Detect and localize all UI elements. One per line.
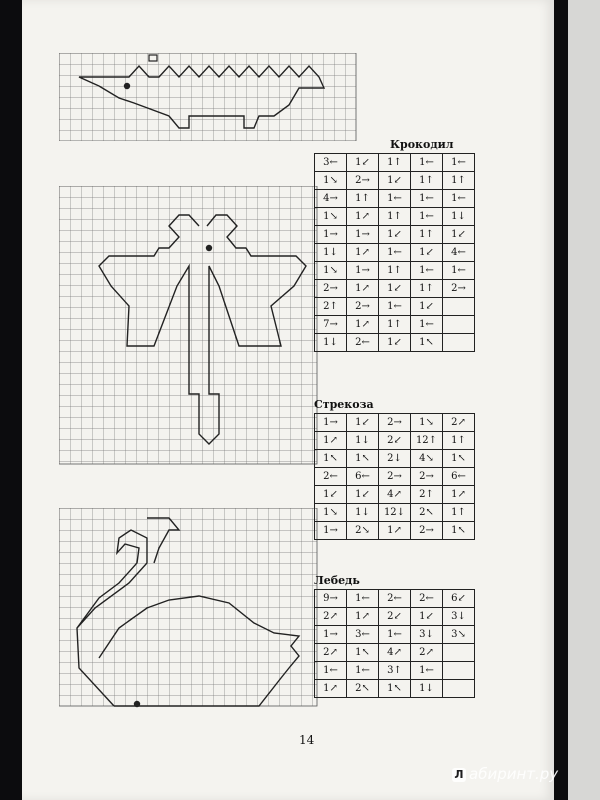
table-cell: 1← [411,316,443,334]
table-cell: 2↙ [379,432,411,450]
table-cell: 1↘ [315,208,347,226]
table-cell: 1→ [315,226,347,244]
table-cell: 2→ [347,298,379,316]
table-row [315,280,475,298]
table-cell: 1← [379,244,411,262]
table-cell: 2→ [411,522,443,540]
table-cell: 2← [379,590,411,608]
table-row [315,626,475,644]
site-watermark [452,765,558,783]
table-cell: 1↗ [347,608,379,626]
table-cell: 1← [379,298,411,316]
table-cell: 3↓ [443,608,475,626]
swan-start-dot [134,701,140,707]
table-cell: 2→ [443,280,475,298]
table-row [315,680,475,698]
table-cell: 6↙ [443,590,475,608]
table-row [315,334,475,352]
table-cell: 1↑ [411,172,443,190]
table-cell: 1← [411,262,443,280]
swan-table [314,589,475,698]
table-cell: 1↙ [411,298,443,316]
table-row [315,154,475,172]
table-cell: 4↗ [379,486,411,504]
table-row [315,432,475,450]
table-cell: 12↓ [379,504,411,522]
table-row [315,172,475,190]
table-cell: 1↙ [379,280,411,298]
table-cell: 9→ [315,590,347,608]
table-cell: 1↙ [347,486,379,504]
table-cell: 2↗ [315,644,347,662]
crocodile-title: Крокодил [390,138,454,151]
table-cell: 2↓ [379,450,411,468]
table-row [315,316,475,334]
table-cell: 2↙ [379,608,411,626]
table-cell [443,662,475,680]
table-cell [443,680,475,698]
table-cell: 2↑ [411,486,443,504]
workbook-page [22,0,554,800]
table-cell: 1↓ [315,334,347,352]
table-cell: 4↘ [411,450,443,468]
table-cell: 2↑ [315,298,347,316]
table-cell: 1← [347,590,379,608]
table-cell: 1← [347,662,379,680]
crocodile-drawing [59,53,359,141]
table-cell: 2↖ [347,680,379,698]
table-cell: 2← [347,334,379,352]
table-row [315,208,475,226]
table-cell: 1→ [315,626,347,644]
table-cell: 2↗ [443,414,475,432]
table-cell: 6← [347,468,379,486]
table-cell: 1→ [347,226,379,244]
table-cell: 1↙ [379,334,411,352]
table-row [315,190,475,208]
dragonfly-title: Стрекоза [314,398,374,411]
table-cell: 1→ [315,522,347,540]
table-row [315,608,475,626]
table-row [315,662,475,680]
table-cell: 1↘ [315,262,347,280]
table-cell: 2↗ [315,608,347,626]
table-cell: 1↑ [411,280,443,298]
table-cell: 1↓ [347,432,379,450]
table-row [315,644,475,662]
table-cell: 1↗ [347,208,379,226]
table-cell: 12↑ [411,432,443,450]
table-cell: 1↙ [443,226,475,244]
table-cell: 1↓ [347,504,379,522]
table-row [315,590,475,608]
table-cell: 2→ [379,468,411,486]
table-row [315,414,475,432]
table-cell: 1↘ [411,414,443,432]
table-cell: 1↗ [315,432,347,450]
table-cell: 1↑ [443,504,475,522]
table-cell: 1↑ [411,226,443,244]
table-cell: 1↙ [411,608,443,626]
table-cell [443,316,475,334]
table-cell: 1→ [347,262,379,280]
table-cell: 1↖ [443,450,475,468]
dragonfly-start-dot [206,245,212,251]
table-cell: 1↓ [315,244,347,262]
table-row [315,504,475,522]
table-row [315,298,475,316]
table-cell: 1↓ [443,208,475,226]
table-cell: 1← [443,154,475,172]
swan-drawing [59,508,319,708]
table-cell: 1↗ [347,280,379,298]
table-cell: 1↗ [315,680,347,698]
table-cell [443,298,475,316]
table-cell: 1← [443,190,475,208]
table-cell: 1← [379,626,411,644]
table-cell: 1↑ [379,316,411,334]
table-cell: 1↑ [443,432,475,450]
table-cell: 1↗ [347,244,379,262]
table-cell: 1← [411,154,443,172]
table-cell: 2↖ [411,504,443,522]
table-cell: 1↖ [347,450,379,468]
table-cell: 3← [315,154,347,172]
table-row [315,262,475,280]
dragonfly-drawing [59,186,319,466]
table-cell: 3↑ [379,662,411,680]
table-cell: 1↖ [379,680,411,698]
table-cell: 1→ [315,414,347,432]
table-cell: 1← [443,262,475,280]
swan-grid [59,508,319,708]
table-cell: 4→ [315,190,347,208]
table-cell: 1↙ [347,154,379,172]
dragonfly-grid [59,186,319,466]
table-cell: 4↗ [379,644,411,662]
crocodile-table [314,153,475,352]
table-cell: 4← [443,244,475,262]
table-row [315,450,475,468]
adjacent-page-edge [568,0,600,800]
table-cell: 1← [411,190,443,208]
table-cell: 1↙ [379,172,411,190]
table-cell: 3↓ [411,626,443,644]
table-cell: 1← [411,662,443,680]
table-cell: 1↓ [411,680,443,698]
table-cell: 1← [315,662,347,680]
table-cell: 1← [379,190,411,208]
table-cell: 2→ [315,280,347,298]
page-number: 14 [299,733,315,747]
table-cell: 2→ [411,468,443,486]
table-cell: 1↘ [315,504,347,522]
table-cell: 1↖ [315,450,347,468]
table-cell: 2→ [347,172,379,190]
table-cell: 1↙ [347,414,379,432]
table-cell: 2← [411,590,443,608]
table-row [315,468,475,486]
table-cell: 1↙ [315,486,347,504]
table-cell: 1↖ [411,334,443,352]
table-cell [443,334,475,352]
table-cell: 1↗ [379,522,411,540]
table-cell: 2← [315,468,347,486]
watermark-logo-icon: Л [452,768,466,782]
table-cell: 1↑ [347,190,379,208]
table-cell: 1↙ [379,226,411,244]
table-row [315,226,475,244]
table-row [315,522,475,540]
table-row [315,486,475,504]
watermark-text: абиринт.ру [469,765,559,783]
table-cell: 1↑ [379,262,411,280]
table-cell: 3↘ [443,626,475,644]
table-cell [443,644,475,662]
table-cell: 1↑ [443,172,475,190]
table-cell: 7→ [315,316,347,334]
table-cell: 1↖ [443,522,475,540]
table-cell: 1← [411,208,443,226]
table-cell: 2↘ [347,522,379,540]
table-cell: 6← [443,468,475,486]
table-cell: 2→ [379,414,411,432]
table-cell: 1↑ [379,208,411,226]
crocodile-start-dot [124,83,130,89]
table-row [315,244,475,262]
table-cell: 1↗ [443,486,475,504]
swan-title: Лебедь [314,574,360,587]
crocodile-grid [59,53,359,141]
table-cell: 3← [347,626,379,644]
table-cell: 2↗ [411,644,443,662]
table-cell: 1↖ [347,644,379,662]
table-cell: 1↘ [315,172,347,190]
table-cell: 1↑ [379,154,411,172]
dragonfly-table [314,413,475,540]
table-cell: 1↙ [411,244,443,262]
table-cell: 1↗ [347,316,379,334]
